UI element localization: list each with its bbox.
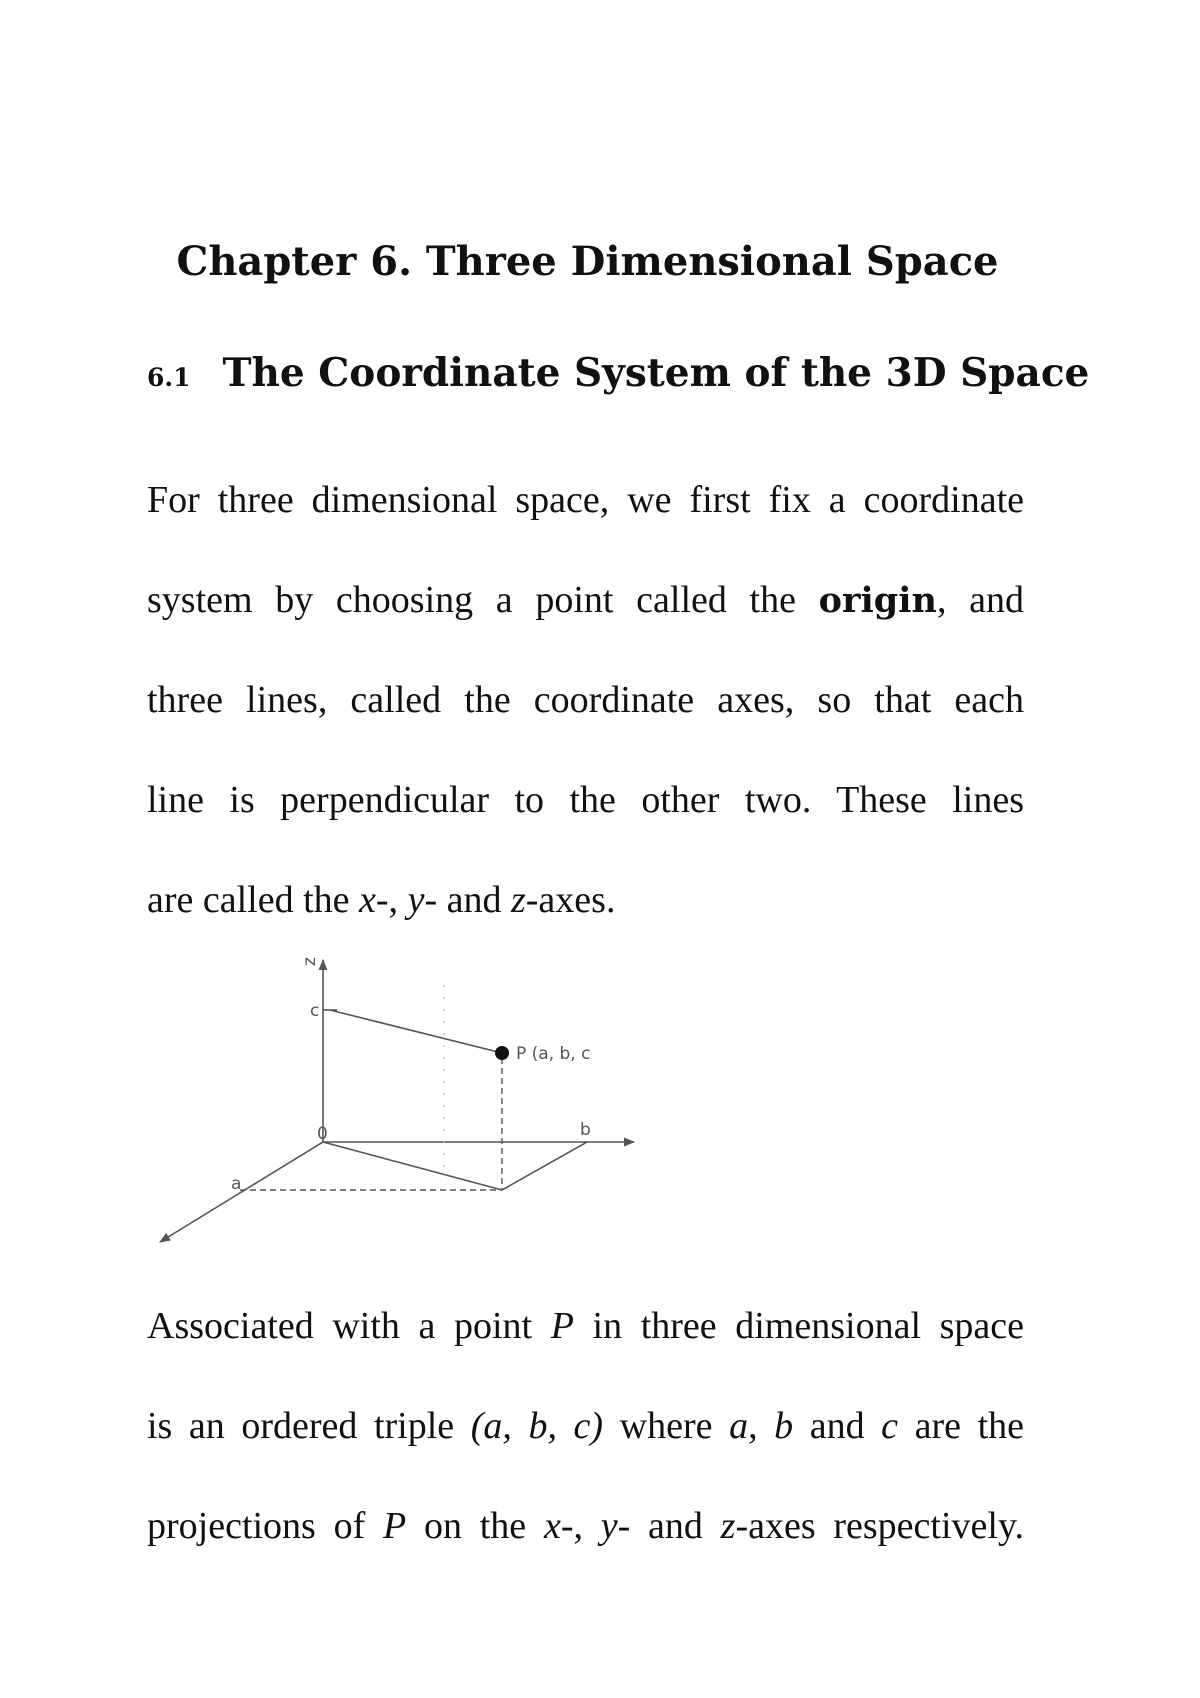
paragraph-line: For three dimensional space, we first fix a coordinate [147, 479, 1024, 521]
paragraph-line [147, 876, 1024, 924]
paragraph-line [147, 1402, 1024, 1450]
c-to-point-line [330, 1010, 502, 1053]
paragraph-line [147, 1502, 1024, 1550]
text-segment: where [603, 1405, 730, 1447]
math-a: a [729, 1405, 749, 1447]
text-segment: , and [936, 579, 1024, 621]
a-label: a [231, 1174, 242, 1194]
z-axis-label: z [300, 957, 320, 966]
text-segment: -axes. [525, 879, 616, 921]
text-segment: - and [617, 1505, 721, 1547]
math-triple: (a, b, c) [470, 1405, 604, 1447]
b-to-foot-line [502, 1142, 587, 1190]
math-b: b [774, 1405, 794, 1447]
math-x: x [543, 1505, 561, 1547]
math-c: c [881, 1405, 899, 1447]
coordinate-diagram [140, 945, 650, 1265]
text-segment: is an ordered triple [147, 1405, 471, 1447]
origin-label: 0 [317, 1124, 328, 1144]
origin-term: origin [818, 580, 937, 621]
point-p-marker [495, 1046, 509, 1060]
text-segment: Associated with a point [147, 1305, 551, 1347]
math-y: y [407, 879, 425, 921]
math-y: y [600, 1505, 618, 1547]
math-p: P [550, 1305, 574, 1347]
text-segment: are called the [147, 879, 360, 921]
text-segment: system by choosing a point called the [147, 579, 819, 621]
text-segment: and [793, 1405, 882, 1447]
section-title: The Coordinate System of the 3D Space [222, 350, 1090, 396]
text-segment: -axes respectively. [735, 1505, 1024, 1547]
text-segment: - and [424, 879, 511, 921]
paragraph-line: line is perpendicular to the other two. These lines [147, 779, 1024, 821]
paragraph-line: three lines, called the coordinate axes, so that each [147, 679, 1024, 721]
chapter-title: Chapter 6. Three Dimensional Space [176, 238, 999, 285]
math-z: z [510, 879, 526, 921]
origin-to-foot-line [323, 1142, 502, 1190]
text-segment: on the [406, 1505, 544, 1547]
text-segment: projections of [147, 1505, 384, 1547]
x-axis-line [160, 1142, 323, 1242]
math-z: z [720, 1505, 736, 1547]
math-x: x [359, 879, 376, 921]
paragraph-line [147, 576, 1024, 625]
math-p: P [383, 1505, 407, 1547]
text-segment: -, [375, 879, 408, 921]
section-heading [147, 350, 1089, 396]
b-label: b [580, 1120, 591, 1140]
c-label: c [310, 1001, 320, 1021]
text-segment: in three dimensional space [573, 1305, 1024, 1347]
point-label: P (a, b, c [516, 1044, 591, 1064]
text-segment: , [748, 1405, 775, 1447]
section-number: 6.1 [147, 363, 191, 392]
paragraph-line [147, 1302, 1024, 1350]
text-segment: are the [898, 1405, 1024, 1447]
text-segment: -, [560, 1505, 601, 1547]
